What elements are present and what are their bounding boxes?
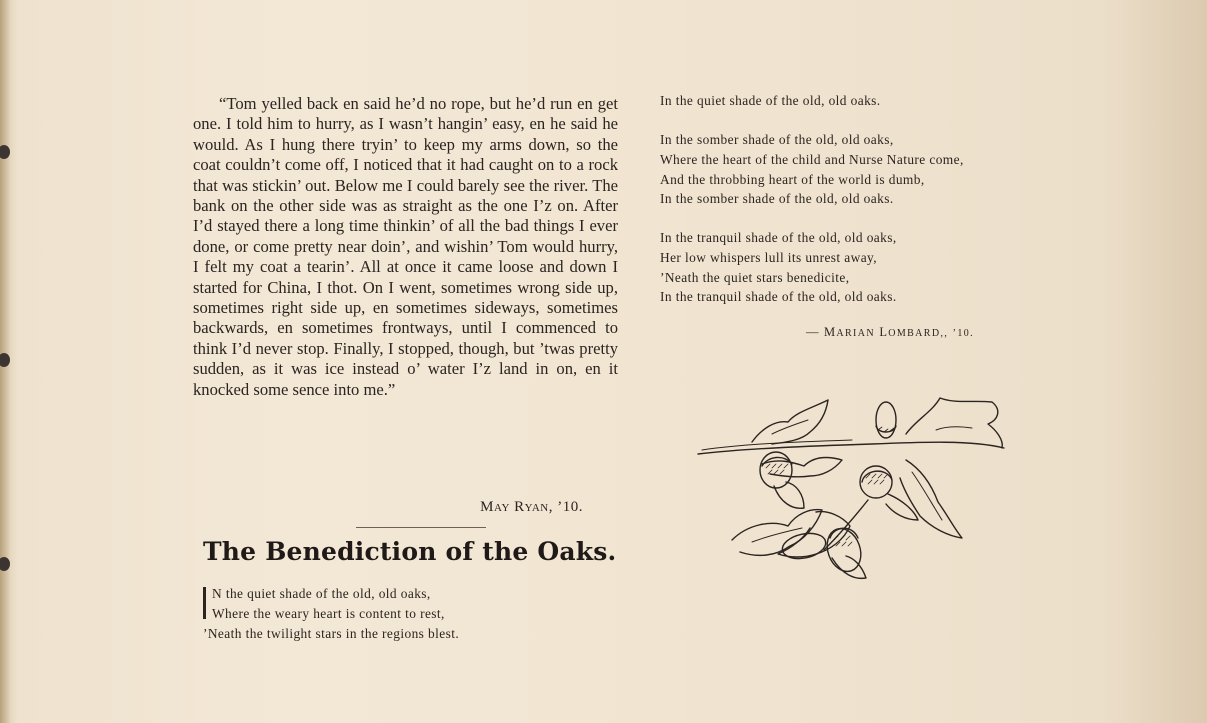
poem-line: ’Neath the quiet stars benedicite,	[660, 269, 850, 285]
poem-byline	[806, 325, 1046, 340]
poem-line: In the tranquil shade of the old, old oaks,	[660, 230, 897, 245]
poem-line: In the somber shade of the old, old oaks.	[660, 191, 894, 207]
poem-line: Her low whispers lull its unrest away,	[660, 249, 878, 265]
byline-first-initial: M	[824, 325, 837, 339]
poem-line: ’Neath the twilight stars in the regions blest.	[203, 626, 460, 641]
poem-line: N the quiet shade of the old, old oaks,	[212, 586, 431, 601]
poem-line: In the somber shade of the old, old oaks,	[660, 132, 894, 147]
byline-last-initial: L	[879, 325, 889, 339]
byline-year: ’10.	[952, 328, 975, 339]
poem-stanza-3	[660, 228, 1100, 307]
poem-title: The Benediction of the Oaks.	[203, 537, 617, 566]
poem-line: Where the weary heart is content to rest,	[212, 606, 445, 621]
poem-stanza-1	[203, 584, 623, 644]
poem-line: And the throbbing heart of the world is dumb,	[660, 171, 925, 187]
byline-last-rest: OMBARD,,	[888, 328, 949, 339]
poem-stanza-2	[660, 130, 1100, 209]
story-prose	[193, 94, 618, 400]
poem-line: In the tranquil shade of the old, old oaks.	[660, 289, 897, 305]
poem-stanza-1-end	[660, 91, 1100, 111]
story-byline: May Ryan, ’10.	[480, 499, 583, 515]
drop-initial-i	[203, 587, 206, 619]
section-divider	[356, 527, 486, 528]
poem-line: In the quiet shade of the old, old oaks.	[660, 93, 881, 108]
story-paragraph: “Tom yelled back en said he’d no rope, but he’d run en get one. I told him to hurry, as I wasn’t hangin’ easy, en he said he would. As I hung there tryin’ to keep my arms down, so the coat couldn’t come off, I noticed that it had caught on to a rock that was stickin’ out. Below me I could barely see the river. The bank on the other side was as straight as the one I’z on. After I’d stayed there a long time thinkin’ of all the bad things I ever done, or come pretty near doin’, and wishin’ Tom would hurry, I felt my coat a tearin’. All at once it came loose and down I started for China, I thot. On I went, sometimes wrong side up, sometimes right side up, en sometimes sideways, sometimes backwards, en sometimes frontways, until I commenced to think I’d never stop. Finally, I stopped, though, but ’twas pretty sudden, as it was ice instead o’ water I’z land in on, en it knocked some sence into me.”	[193, 94, 618, 399]
poem-line: Where the heart of the child and Nurse Nature come,	[660, 151, 964, 167]
oak-leaves-acorns-illustration	[692, 390, 1022, 590]
byline-first-rest: ARIAN	[836, 328, 876, 339]
byline-dash: —	[806, 325, 820, 339]
